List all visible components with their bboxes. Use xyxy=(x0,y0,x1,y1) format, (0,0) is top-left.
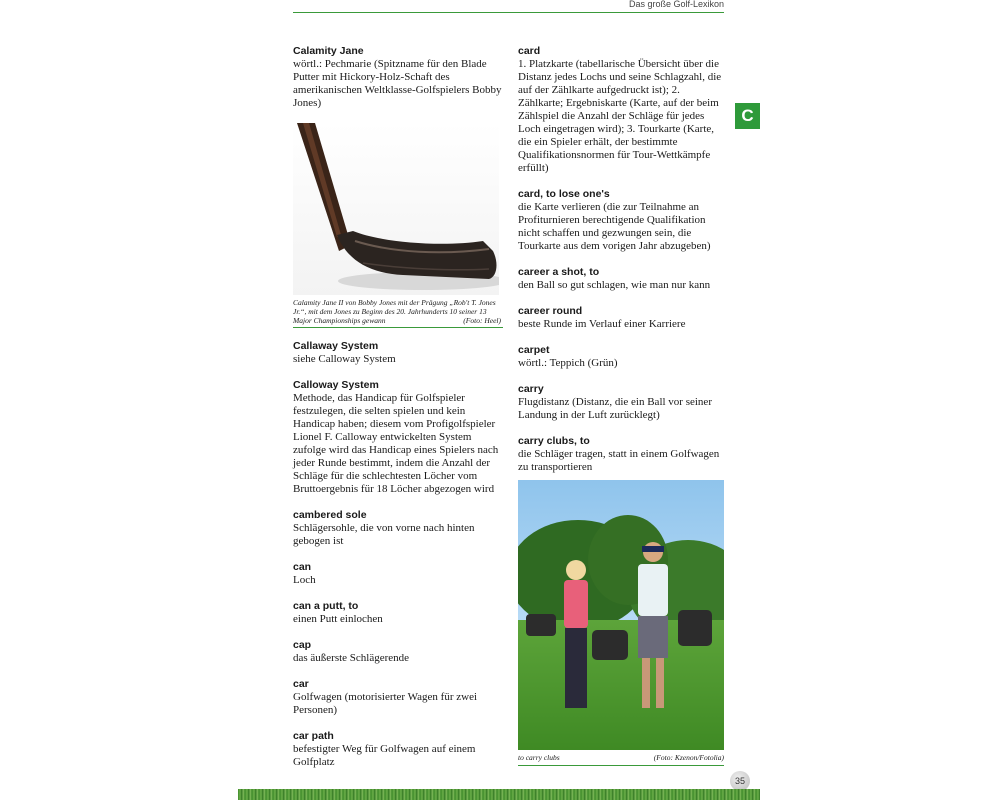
entry-definition: das äußerste Schlägerende xyxy=(293,652,410,664)
entry-term: career a shot, to xyxy=(518,266,600,278)
golfers-caption-text: to carry clubs xyxy=(518,753,560,762)
entry-term: card xyxy=(518,45,541,57)
putter-caption xyxy=(293,295,503,328)
entry-term: carry xyxy=(518,383,544,395)
entry-term: can a putt, to xyxy=(293,600,359,612)
entry-definition: Methode, das Handicap für Golfspieler festzulegen, die selten spielen und kein Handicap haben; diesem vom Profigolfspieler Lionel F. Calloway entwickelten System zufolge wird das Handicap eines Spielers nach jeder Runde bestimmt, indem die Anzahl der Schläge für die schlechtesten Löcher vom Bruttoergebnis für 18 Löcher abgezogen wird xyxy=(293,392,499,495)
entry xyxy=(518,435,724,474)
golfers-illustration xyxy=(518,480,724,750)
putter-illustration xyxy=(293,123,499,295)
entry xyxy=(518,383,724,422)
entry xyxy=(293,678,503,717)
entry-term: can xyxy=(293,561,312,573)
entry-term: Callaway System xyxy=(293,340,379,352)
entry-definition: Golfwagen (motorisierter Wagen für zwei Personen) xyxy=(293,691,478,716)
entry xyxy=(293,340,503,366)
golfers-caption-credit: (Foto: Kzenon/Fotolia) xyxy=(653,753,724,762)
page-number: 35 xyxy=(730,771,750,791)
entry-term: car xyxy=(293,678,309,690)
running-header-title: Das große Golf-Lexikon xyxy=(628,0,724,9)
entry xyxy=(293,45,503,110)
right-column xyxy=(518,45,724,766)
entry xyxy=(518,45,724,175)
entry-definition: 1. Platzkarte (tabellarische Übersicht über die Distanz jedes Lochs und seine Schlagzahl, die auf der Zählkarte aufgedruckt ist); 2. Zählkarte; Ergebniskarte (Karte, auf der beim Zählspiel die Anzahl der Schläge für jedes Loch eingetragen wird); 3. Tourkarte (Karte, die ein Spieler erhält, der bestimmte Qualifikationsnormen für Tour-Wettkämpfe erfüllt) xyxy=(518,58,722,174)
grass-footer-decoration xyxy=(238,789,760,800)
entry-definition: befestigter Weg für Golfwagen auf einem Golfplatz xyxy=(293,743,476,768)
putter-caption-text: Calamity Jane II von Bobby Jones mit der Prägung „Rob't T. Jones Jr.“, mit dem Jones zu Beginn des 20. Jahrhunderts 10 seiner 13 Major Championships gewann xyxy=(293,298,496,325)
entry-term: cap xyxy=(293,639,312,651)
entry xyxy=(293,561,503,587)
golfers-caption xyxy=(518,750,724,766)
entry-definition: den Ball so gut schlagen, wie man nur kann xyxy=(518,279,711,291)
entry xyxy=(518,188,724,253)
entry xyxy=(293,379,503,496)
entry-definition: beste Runde im Verlauf einer Karriere xyxy=(518,318,686,330)
running-header xyxy=(293,0,724,13)
left-column xyxy=(293,45,503,782)
entry-term: cambered sole xyxy=(293,509,367,521)
entry-definition: wörtl.: Pechmarie (Spitzname für den Blade Putter mit Hickory-Holz-Schaft des amerikanischen Weltklasse-Golfspielers Bobby Jones) xyxy=(293,58,502,109)
entry xyxy=(293,600,503,626)
entry-term: carpet xyxy=(518,344,550,356)
entry-definition: einen Putt einlochen xyxy=(293,613,383,625)
entry xyxy=(518,305,724,331)
golfers-photo xyxy=(518,480,724,750)
entry-definition: siehe Calloway System xyxy=(293,353,396,365)
entry xyxy=(518,344,724,370)
putter-caption-credit: (Foto: Heel) xyxy=(463,316,501,325)
entry-definition: Loch xyxy=(293,574,316,586)
entry xyxy=(293,509,503,548)
entry-term: card, to lose one's xyxy=(518,188,610,200)
entry-definition: Schlägersohle, die von vorne nach hinten gebogen ist xyxy=(293,522,475,547)
entry-definition: die Schläger tragen, statt in einem Golfwagen zu transportieren xyxy=(518,448,720,473)
entry-definition: die Karte verlieren (die zur Teilnahme an Profiturnieren berechtigende Qualifikation nicht schaffen und gezwungen sein, die Tourkarte aus dem vorigen Jahr abzugeben) xyxy=(518,201,711,252)
entry-term: career round xyxy=(518,305,583,317)
entry-term: car path xyxy=(293,730,334,742)
entry-term: Calamity Jane xyxy=(293,45,364,57)
entry-definition: Flugdistanz (Distanz, die ein Ball vor seiner Landung in der Luft zurücklegt) xyxy=(518,396,712,421)
entry xyxy=(293,730,503,769)
entry-definition: wörtl.: Teppich (Grün) xyxy=(518,357,618,369)
entry xyxy=(518,266,724,292)
entry-term: carry clubs, to xyxy=(518,435,590,447)
putter-photo xyxy=(293,123,499,295)
letter-tab: C xyxy=(735,103,760,129)
entry-term: Calloway System xyxy=(293,379,379,391)
entry xyxy=(293,639,503,665)
